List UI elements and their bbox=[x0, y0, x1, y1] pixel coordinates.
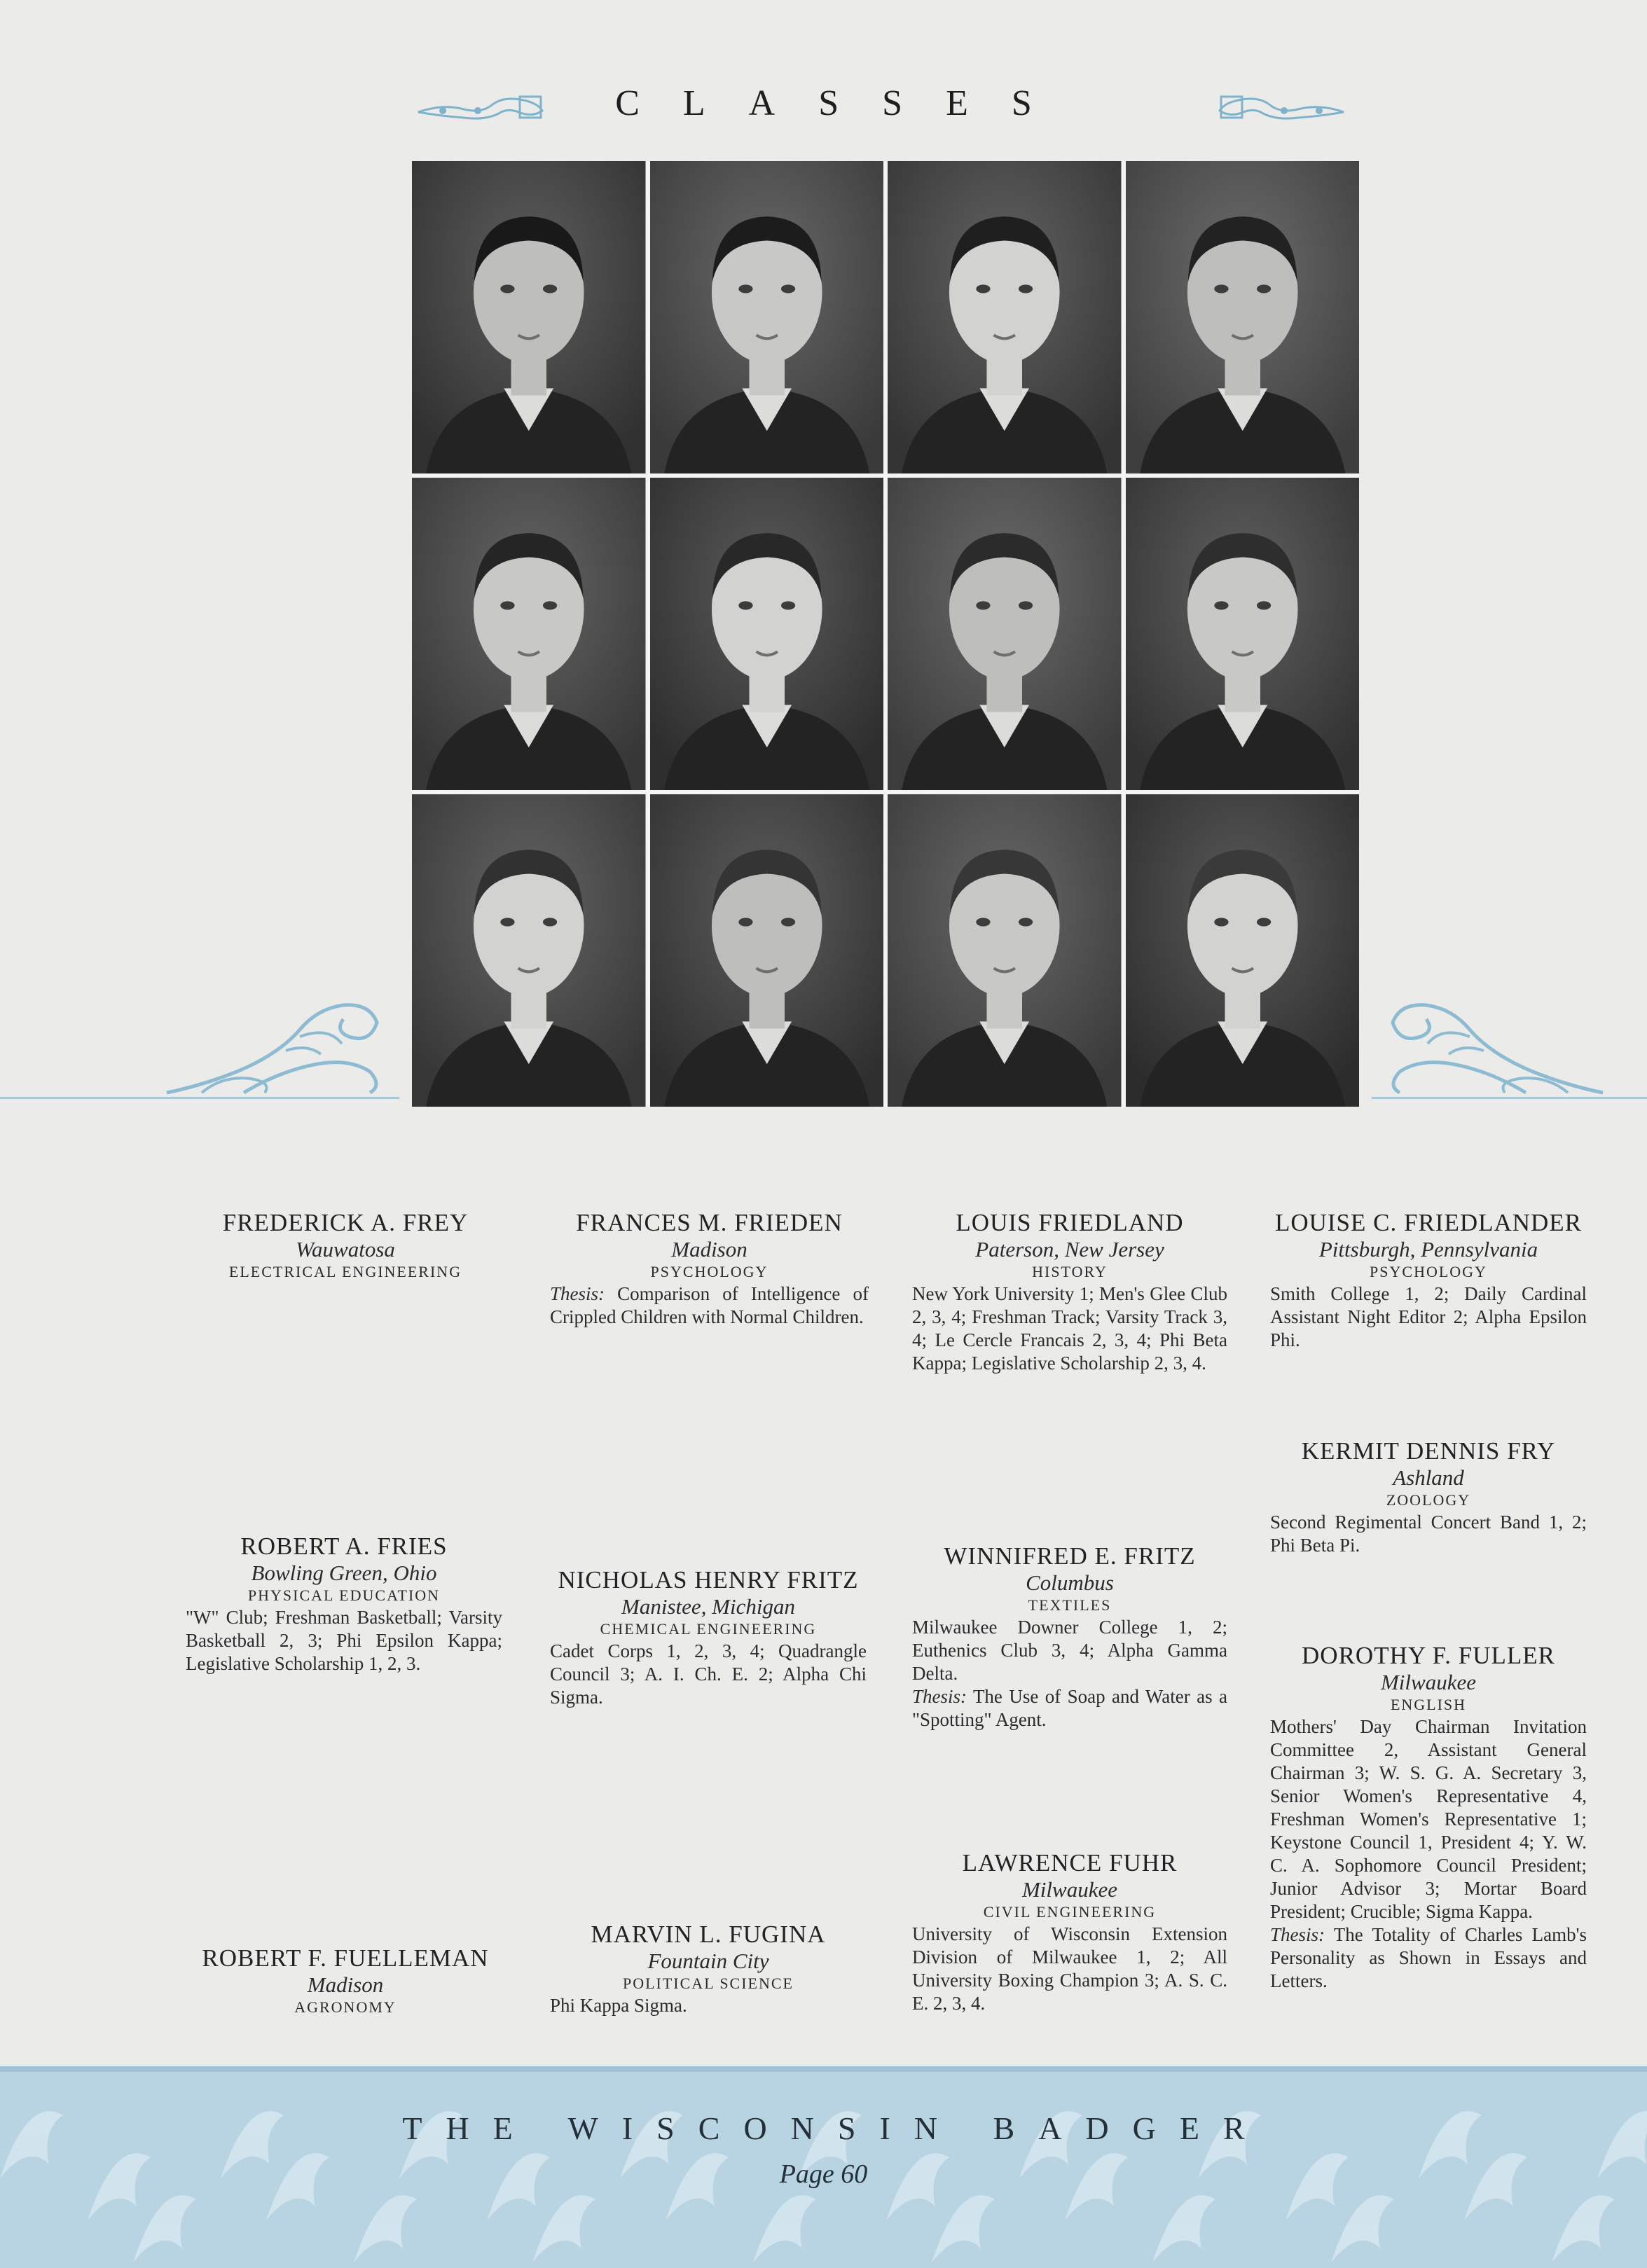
hometown: Madison bbox=[307, 1972, 384, 1997]
right-acanthus-ornament bbox=[1379, 988, 1610, 1100]
thesis-text bbox=[912, 1685, 1227, 1731]
portrait-grid bbox=[412, 161, 1359, 1107]
student-name: LAWRENCE FUHR bbox=[962, 1849, 1178, 1876]
page-title: CLASSES bbox=[615, 83, 1075, 123]
footer-top-rule bbox=[0, 2066, 1647, 2072]
footer-leaf bbox=[354, 2195, 417, 2262]
major: ZOOLOGY bbox=[1386, 1491, 1471, 1509]
activities: Mothers' Day Chairman Invitation Committee 2, Assistant General Chairman 3; W. S. G. A. Secretary 3, Senior Women's Representative 4, Freshman Women's Representative 1; Keystone Council 1, President 4; Y. W. C. A. Sophomore Council President; Junior Advisor 3; Mortar Board President; Crucible; Sigma Kappa. bbox=[1270, 1716, 1587, 1922]
thesis-label: Thesis: bbox=[1270, 1924, 1325, 1945]
student-name: LOUISE C. FRIEDLANDER bbox=[1274, 1209, 1583, 1236]
thesis-label: Thesis: bbox=[550, 1283, 605, 1304]
portrait-robert-fuelleman bbox=[412, 794, 646, 1107]
entry-marvin-fugina bbox=[550, 1921, 867, 2017]
major: AGRONOMY bbox=[294, 1998, 397, 2016]
student-name: ROBERT A. FRIES bbox=[240, 1533, 448, 1560]
activities: New York University 1; Men's Glee Club 2, 3, 4; Freshman Track; Varsity Track 3, 4; Le Cercle Francais 2, 3, 4; Phi Beta Kappa; Legislative Scholarship 2, 3, 4. bbox=[912, 1283, 1227, 1374]
entry-winnifred-fritz bbox=[912, 1542, 1227, 1731]
hometown: Pittsburgh, Pennsylvania bbox=[1318, 1237, 1538, 1261]
portrait-louise-friedlander bbox=[1126, 161, 1360, 473]
hometown: Fountain City bbox=[647, 1949, 769, 1973]
page-number: Page 60 bbox=[779, 2159, 868, 2189]
activities: University of Wisconsin Extension Division of Milwaukee 1, 2; All University Boxing Champion 3; A. S. C. E. 2, 3, 4. bbox=[912, 1923, 1227, 2014]
major: CIVIL ENGINEERING bbox=[983, 1903, 1157, 1921]
entry-louise-friedlander bbox=[1270, 1209, 1587, 1352]
portrait-louis-friedland bbox=[888, 161, 1122, 473]
hometown: Paterson, New Jersey bbox=[975, 1237, 1164, 1261]
student-name: MARVIN L. FUGINA bbox=[591, 1921, 826, 1948]
footer-leaf bbox=[1331, 2195, 1394, 2262]
entry-louis-friedland bbox=[912, 1209, 1227, 1375]
major: TEXTILES bbox=[1028, 1596, 1112, 1614]
student-name: LOUIS FRIEDLAND bbox=[956, 1209, 1184, 1236]
entry-nicholas-fritz bbox=[550, 1566, 867, 1709]
thesis-title: Comparison of Intelligence of Crippled Children with Normal Children. bbox=[550, 1283, 869, 1327]
hometown: Ashland bbox=[1393, 1465, 1464, 1490]
footer-leaf bbox=[133, 2195, 196, 2262]
header-right-scroll-ornament bbox=[1214, 90, 1347, 123]
portrait-lawrence-fuhr bbox=[888, 794, 1122, 1107]
hometown: Columbus bbox=[1026, 1570, 1114, 1595]
entry-dorothy-fuller bbox=[1270, 1642, 1587, 1993]
student-name: KERMIT DENNIS FRY bbox=[1301, 1437, 1556, 1465]
hometown: Bowling Green, Ohio bbox=[251, 1561, 437, 1585]
activities: Smith College 1, 2; Daily Cardinal Assistant Night Editor 2; Alpha Epsilon Phi. bbox=[1270, 1283, 1587, 1350]
student-name: ROBERT F. FUELLEMAN bbox=[202, 1944, 489, 1972]
portrait-kermit-fry bbox=[1126, 478, 1360, 790]
activities: Phi Kappa Sigma. bbox=[550, 1995, 687, 2016]
portrait-dorothy-fuller bbox=[1126, 794, 1360, 1107]
thesis-title: The Totality of Charles Lamb's Personality as Shown in Essays and Letters. bbox=[1270, 1924, 1587, 1991]
entry-robert-fries bbox=[186, 1533, 502, 1675]
major: ENGLISH bbox=[1390, 1696, 1467, 1713]
activities: Milwaukee Downer College 1, 2; Euthenics Club 3, 4; Alpha Gamma Delta. bbox=[912, 1617, 1227, 1684]
major: PSYCHOLOGY bbox=[650, 1263, 769, 1280]
hometown: Milwaukee bbox=[1380, 1670, 1476, 1694]
major: CHEMICAL ENGINEERING bbox=[600, 1620, 817, 1638]
portrait-robert-fries bbox=[412, 478, 646, 790]
activities: Second Regimental Concert Band 1, 2; Phi Beta Pi. bbox=[1270, 1512, 1587, 1556]
entry-lawrence-fuhr bbox=[912, 1849, 1227, 2015]
major: ELECTRICAL ENGINEERING bbox=[228, 1263, 462, 1280]
entry-robert-fuelleman bbox=[181, 1944, 510, 2018]
major: PHYSICAL EDUCATION bbox=[247, 1586, 441, 1604]
hometown: Wauwatosa bbox=[296, 1237, 395, 1261]
portrait-frederick-frey bbox=[412, 161, 646, 473]
footer-leaf bbox=[932, 2195, 995, 2262]
activities: "W" Club; Freshman Basketball; Varsity Basketball 2, 3; Phi Epsilon Kappa; Legislative Scholarship 1, 2, 3. bbox=[186, 1607, 502, 1674]
student-name: WINNIFRED E. FRITZ bbox=[944, 1542, 1196, 1570]
portrait-nicholas-fritz bbox=[650, 478, 884, 790]
entry-kermit-fry bbox=[1270, 1437, 1587, 1557]
activities: Cadet Corps 1, 2, 3, 4; Quadrangle Council 3; A. I. Ch. E. 2; Alpha Chi Sigma. bbox=[550, 1640, 867, 1708]
publication-title: THE WISCONSIN BADGER bbox=[402, 2110, 1269, 2146]
student-name: FREDERICK A. FREY bbox=[222, 1209, 469, 1236]
hometown: Madison bbox=[671, 1237, 747, 1261]
portrait-frances-frieden bbox=[650, 161, 884, 473]
entry-frederick-frey bbox=[181, 1209, 510, 1282]
footer-leaf bbox=[1152, 2195, 1215, 2262]
major: HISTORY bbox=[1032, 1263, 1108, 1280]
footer-leaf bbox=[1552, 2195, 1615, 2262]
thesis-text bbox=[550, 1282, 869, 1329]
thesis-label: Thesis: bbox=[912, 1686, 967, 1707]
student-name: FRANCES M. FRIEDEN bbox=[576, 1209, 843, 1236]
student-name: NICHOLAS HENRY FRITZ bbox=[558, 1566, 859, 1593]
thesis-title: The Use of Soap and Water as a "Spotting" Agent. bbox=[912, 1686, 1227, 1730]
major: PSYCHOLOGY bbox=[1370, 1263, 1487, 1280]
entry-frances-frieden bbox=[550, 1209, 869, 1329]
hometown: Manistee, Michigan bbox=[621, 1594, 795, 1619]
major: POLITICAL SCIENCE bbox=[622, 1975, 794, 1992]
hometown: Milwaukee bbox=[1021, 1877, 1117, 1902]
portrait-winnifred-fritz bbox=[888, 478, 1122, 790]
student-name: DOROTHY F. FULLER bbox=[1302, 1642, 1555, 1669]
thesis-text bbox=[1270, 1923, 1587, 1993]
left-acanthus-ornament bbox=[160, 988, 391, 1100]
header-left-scroll-ornament bbox=[415, 90, 548, 123]
portrait-marvin-fugina bbox=[650, 794, 884, 1107]
footer-leaf bbox=[532, 2195, 595, 2262]
footer-leaf bbox=[753, 2195, 816, 2262]
